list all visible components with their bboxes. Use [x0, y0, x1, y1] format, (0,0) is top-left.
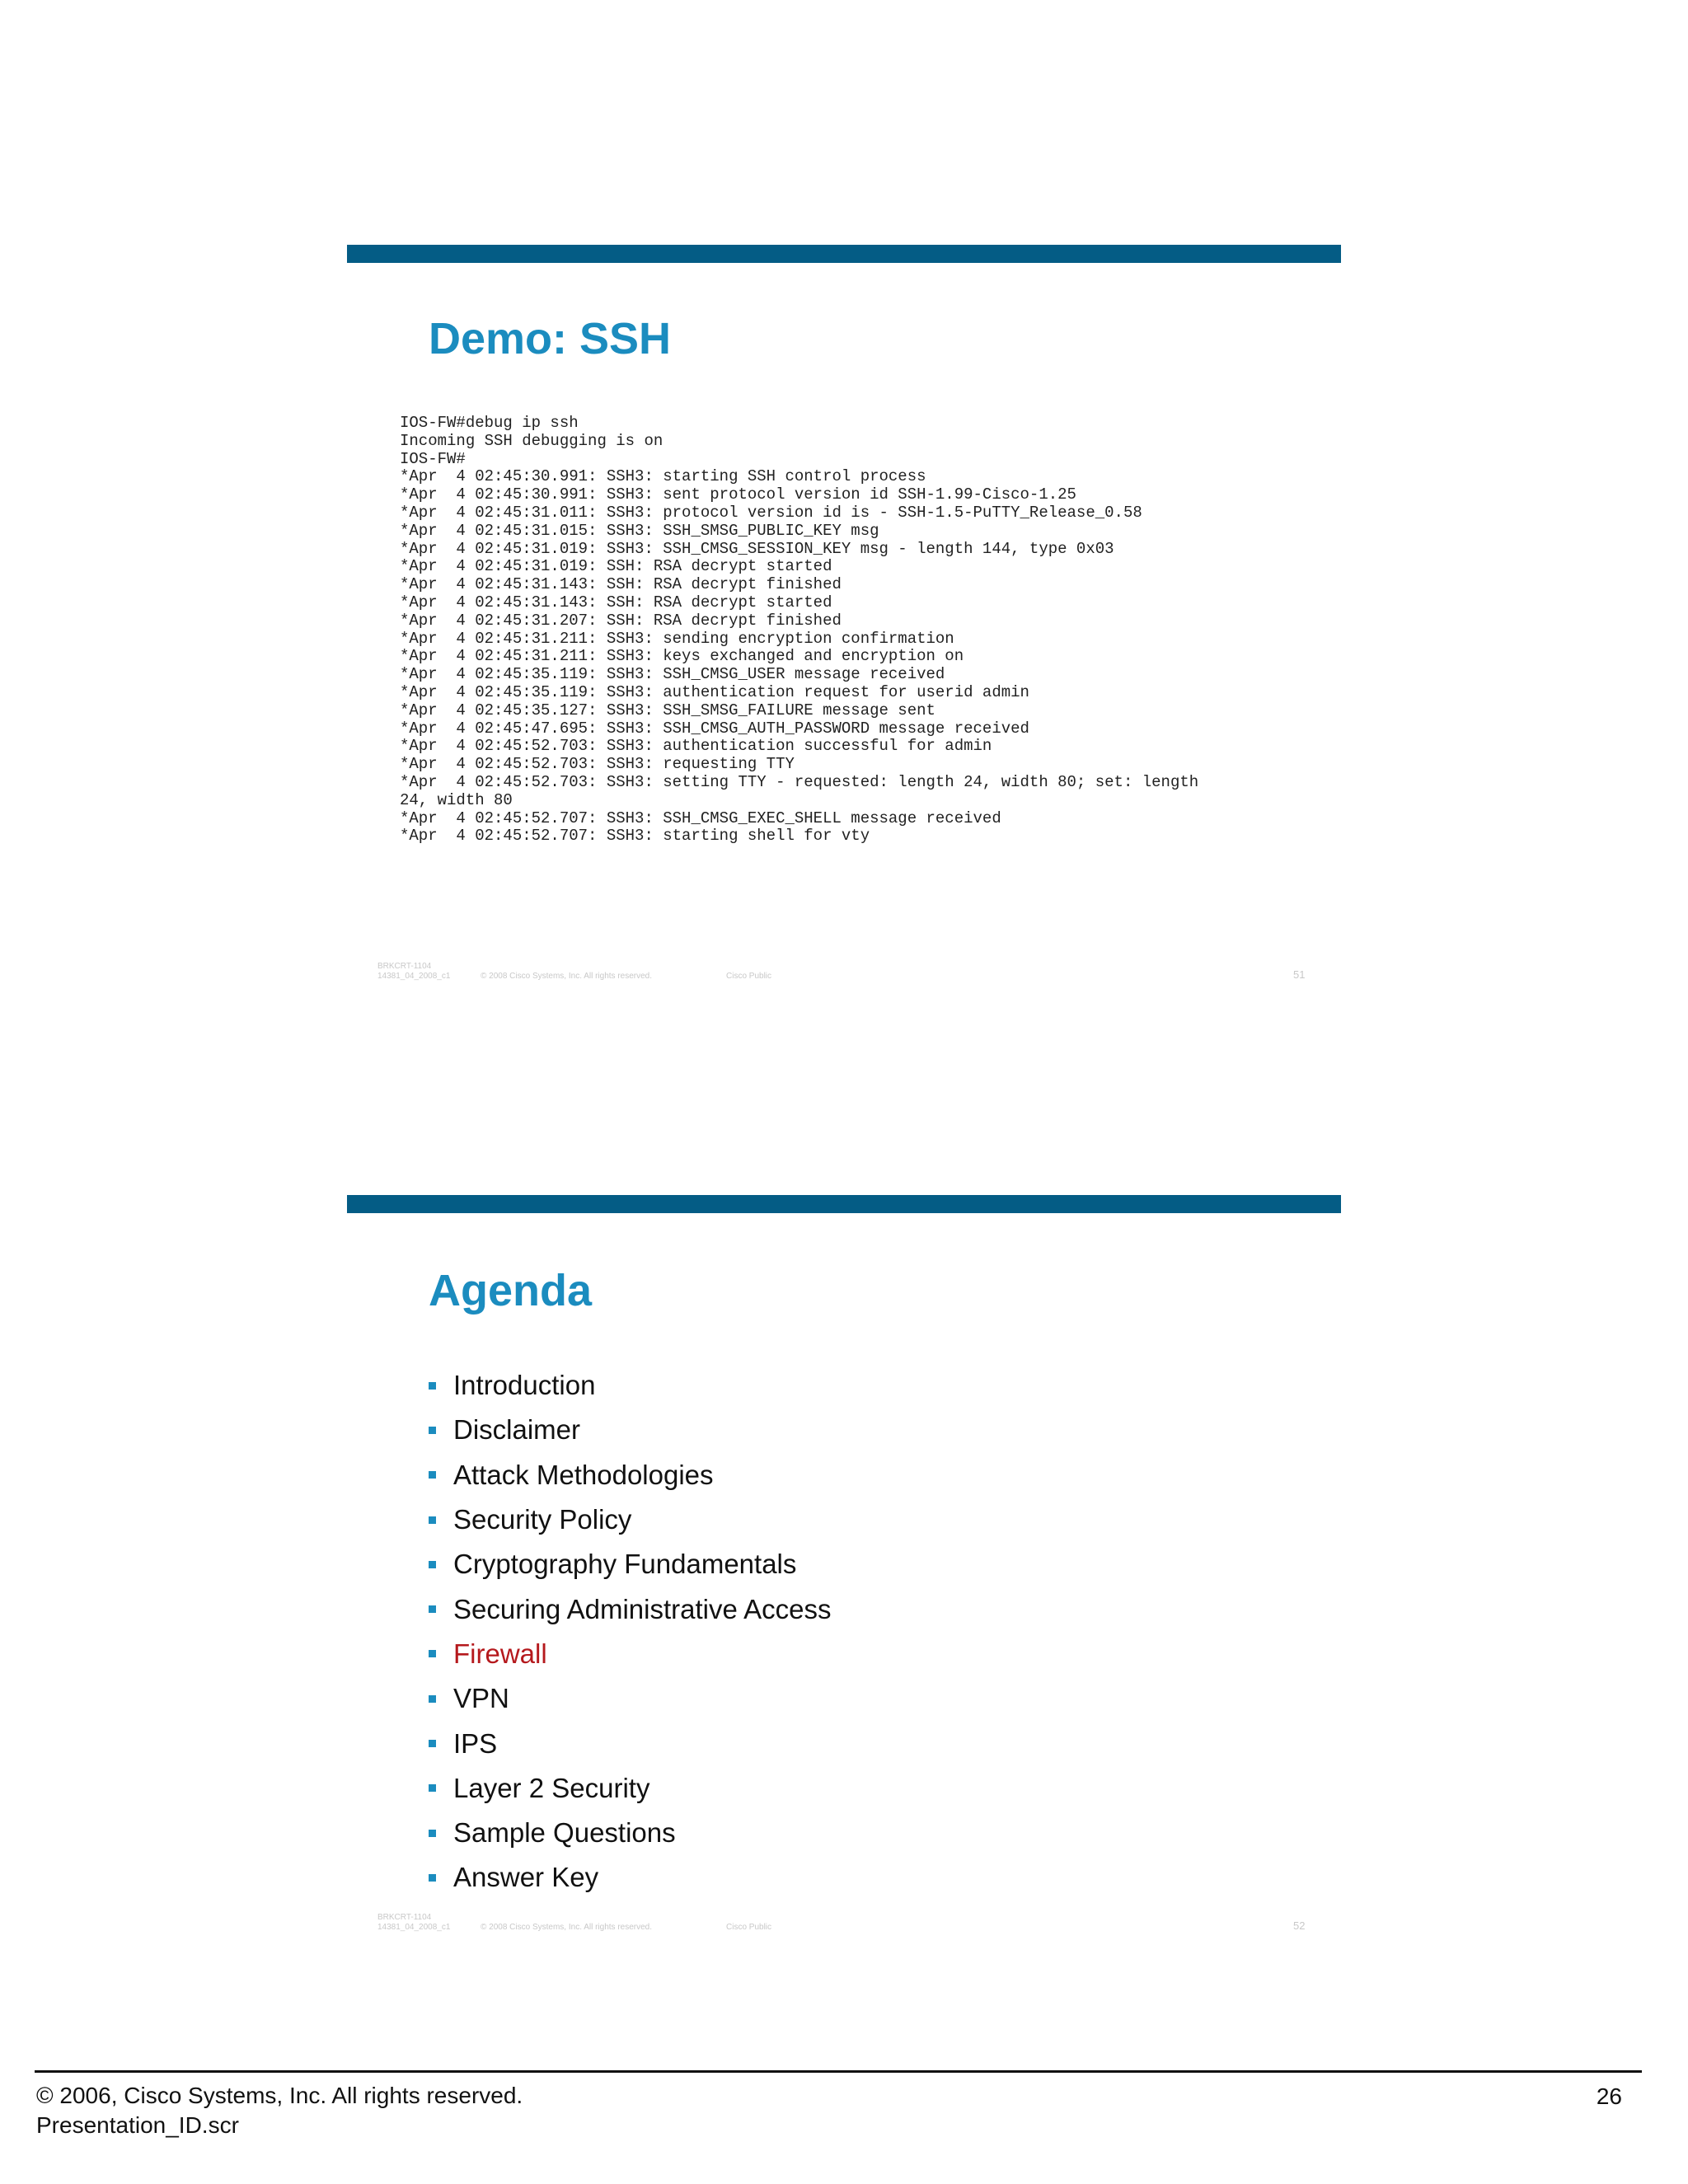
- square-bullet-icon: [429, 1874, 436, 1882]
- square-bullet-icon: [429, 1784, 436, 1792]
- code-line: *Apr 4 02:45:30.991: SSH3: sent protocol version id SSH-1.99-Cisco-1.25: [400, 485, 1076, 504]
- square-bullet-icon: [429, 1471, 436, 1479]
- code-line: *Apr 4 02:45:30.991: SSH3: starting SSH control process: [400, 467, 926, 486]
- ssh-debug-output: [400, 415, 1198, 846]
- code-line: 24, width 80: [400, 790, 513, 809]
- square-bullet-icon: [429, 1830, 436, 1837]
- code-line: *Apr 4 02:45:52.707: SSH3: SSH_CMSG_EXEC_SHELL message received: [400, 808, 1001, 827]
- code-line: *Apr 4 02:45:31.211: SSH3: sending encryption confirmation: [400, 629, 954, 648]
- slide-number: 51: [1293, 968, 1306, 981]
- agenda-item: [429, 1721, 832, 1765]
- code-line: *Apr 4 02:45:31.207: SSH: RSA decrypt finished: [400, 611, 842, 630]
- code-line: *Apr 4 02:45:52.707: SSH3: starting shell for vty: [400, 827, 870, 846]
- slide-title: Agenda: [429, 1266, 593, 1315]
- square-bullet-icon: [429, 1605, 436, 1613]
- page-copyright: © 2006, Cisco Systems, Inc. All rights reserved.: [36, 2083, 523, 2108]
- code-line: Incoming SSH debugging is on: [400, 431, 663, 450]
- slide-header-bar: [347, 1195, 1341, 1213]
- agenda-item: [429, 1453, 832, 1497]
- code-line: *Apr 4 02:45:31.211: SSH3: keys exchanged and encryption on: [400, 647, 964, 666]
- square-bullet-icon: [429, 1695, 436, 1703]
- slide-footer-copyright: © 2008 Cisco Systems, Inc. All rights reserved.: [481, 1923, 653, 1932]
- page-footer: [36, 2081, 523, 2140]
- agenda-item-label: Attack Methodologies: [453, 1459, 714, 1490]
- code-line: IOS-FW#debug ip ssh: [400, 414, 579, 432]
- code-line: *Apr 4 02:45:35.127: SSH3: SSH_SMSG_FAILURE message sent: [400, 701, 935, 719]
- file-id: 14381_04_2008_c1: [377, 1923, 451, 1932]
- slide-number: 52: [1293, 1919, 1306, 1932]
- square-bullet-icon: [429, 1382, 436, 1390]
- agenda-item: [429, 1363, 832, 1408]
- slide-agenda: [347, 1195, 1341, 1961]
- agenda-item-label: Firewall: [453, 1638, 547, 1669]
- agenda-item-label: Security Policy: [453, 1504, 632, 1535]
- agenda-item-label: Sample Questions: [453, 1817, 676, 1849]
- code-line: *Apr 4 02:45:31.143: SSH: RSA decrypt finished: [400, 575, 842, 594]
- agenda-item-label: Securing Administrative Access: [453, 1593, 832, 1624]
- code-line: *Apr 4 02:45:52.703: SSH3: authentication successful for admin: [400, 737, 992, 756]
- agenda-list: [429, 1363, 832, 1900]
- code-line: IOS-FW#: [400, 449, 466, 468]
- code-line: *Apr 4 02:45:52.703: SSH3: setting TTY - requested: length 24, width 80; set: length: [400, 772, 1199, 791]
- square-bullet-icon: [429, 1561, 436, 1568]
- slide-title: Demo: SSH: [429, 314, 672, 363]
- slide-footer-classification: Cisco Public: [726, 1923, 772, 1932]
- agenda-item: [429, 1855, 832, 1900]
- agenda-item: [429, 1632, 832, 1676]
- session-id: BRKCRT-1104: [377, 1913, 432, 1922]
- agenda-item: [429, 1766, 832, 1811]
- code-line: *Apr 4 02:45:35.119: SSH3: authentication request for userid admin: [400, 682, 1029, 701]
- agenda-item-label: Cryptography Fundamentals: [453, 1549, 797, 1580]
- slide-demo-ssh: [347, 245, 1341, 1007]
- presentation-id: Presentation_ID.scr: [36, 2112, 239, 2138]
- agenda-item-label: Introduction: [453, 1370, 596, 1401]
- agenda-item: [429, 1542, 832, 1586]
- file-id: 14381_04_2008_c1: [377, 972, 451, 981]
- agenda-item: [429, 1408, 832, 1452]
- agenda-item-label: Disclaimer: [453, 1414, 581, 1446]
- agenda-item: [429, 1676, 832, 1721]
- agenda-item: [429, 1497, 832, 1542]
- code-line: *Apr 4 02:45:35.119: SSH3: SSH_CMSG_USER message received: [400, 665, 945, 684]
- slide-footer-id: [377, 1913, 450, 1933]
- agenda-item: [429, 1811, 832, 1855]
- agenda-item: [429, 1586, 832, 1631]
- agenda-item-label: Answer Key: [453, 1862, 599, 1893]
- slide-header-bar: [347, 245, 1341, 263]
- agenda-item-label: IPS: [453, 1727, 498, 1759]
- code-line: *Apr 4 02:45:47.695: SSH3: SSH_CMSG_AUTH_PASSWORD message received: [400, 719, 1029, 738]
- page-number: 26: [1596, 2083, 1622, 2109]
- square-bullet-icon: [429, 1650, 436, 1657]
- slide-footer-id: [377, 962, 450, 982]
- slide-footer-copyright: © 2008 Cisco Systems, Inc. All rights reserved.: [481, 972, 653, 981]
- session-id: BRKCRT-1104: [377, 962, 432, 971]
- square-bullet-icon: [429, 1740, 436, 1747]
- page-footer-rule: [35, 2070, 1642, 2073]
- code-line: *Apr 4 02:45:52.703: SSH3: requesting TTY: [400, 755, 795, 774]
- code-line: *Apr 4 02:45:31.015: SSH3: SSH_SMSG_PUBLIC_KEY msg: [400, 521, 879, 540]
- square-bullet-icon: [429, 1427, 436, 1434]
- code-line: *Apr 4 02:45:31.019: SSH: RSA decrypt started: [400, 557, 832, 576]
- code-line: *Apr 4 02:45:31.011: SSH3: protocol version id is - SSH-1.5-PuTTY_Release_0.58: [400, 503, 1142, 522]
- slide-footer-classification: Cisco Public: [726, 972, 772, 981]
- code-line: *Apr 4 02:45:31.143: SSH: RSA decrypt started: [400, 593, 832, 612]
- code-line: *Apr 4 02:45:31.019: SSH3: SSH_CMSG_SESSION_KEY msg - length 144, type 0x03: [400, 539, 1114, 558]
- agenda-item-label: VPN: [453, 1683, 509, 1714]
- agenda-item-label: Layer 2 Security: [453, 1772, 650, 1803]
- square-bullet-icon: [429, 1516, 436, 1524]
